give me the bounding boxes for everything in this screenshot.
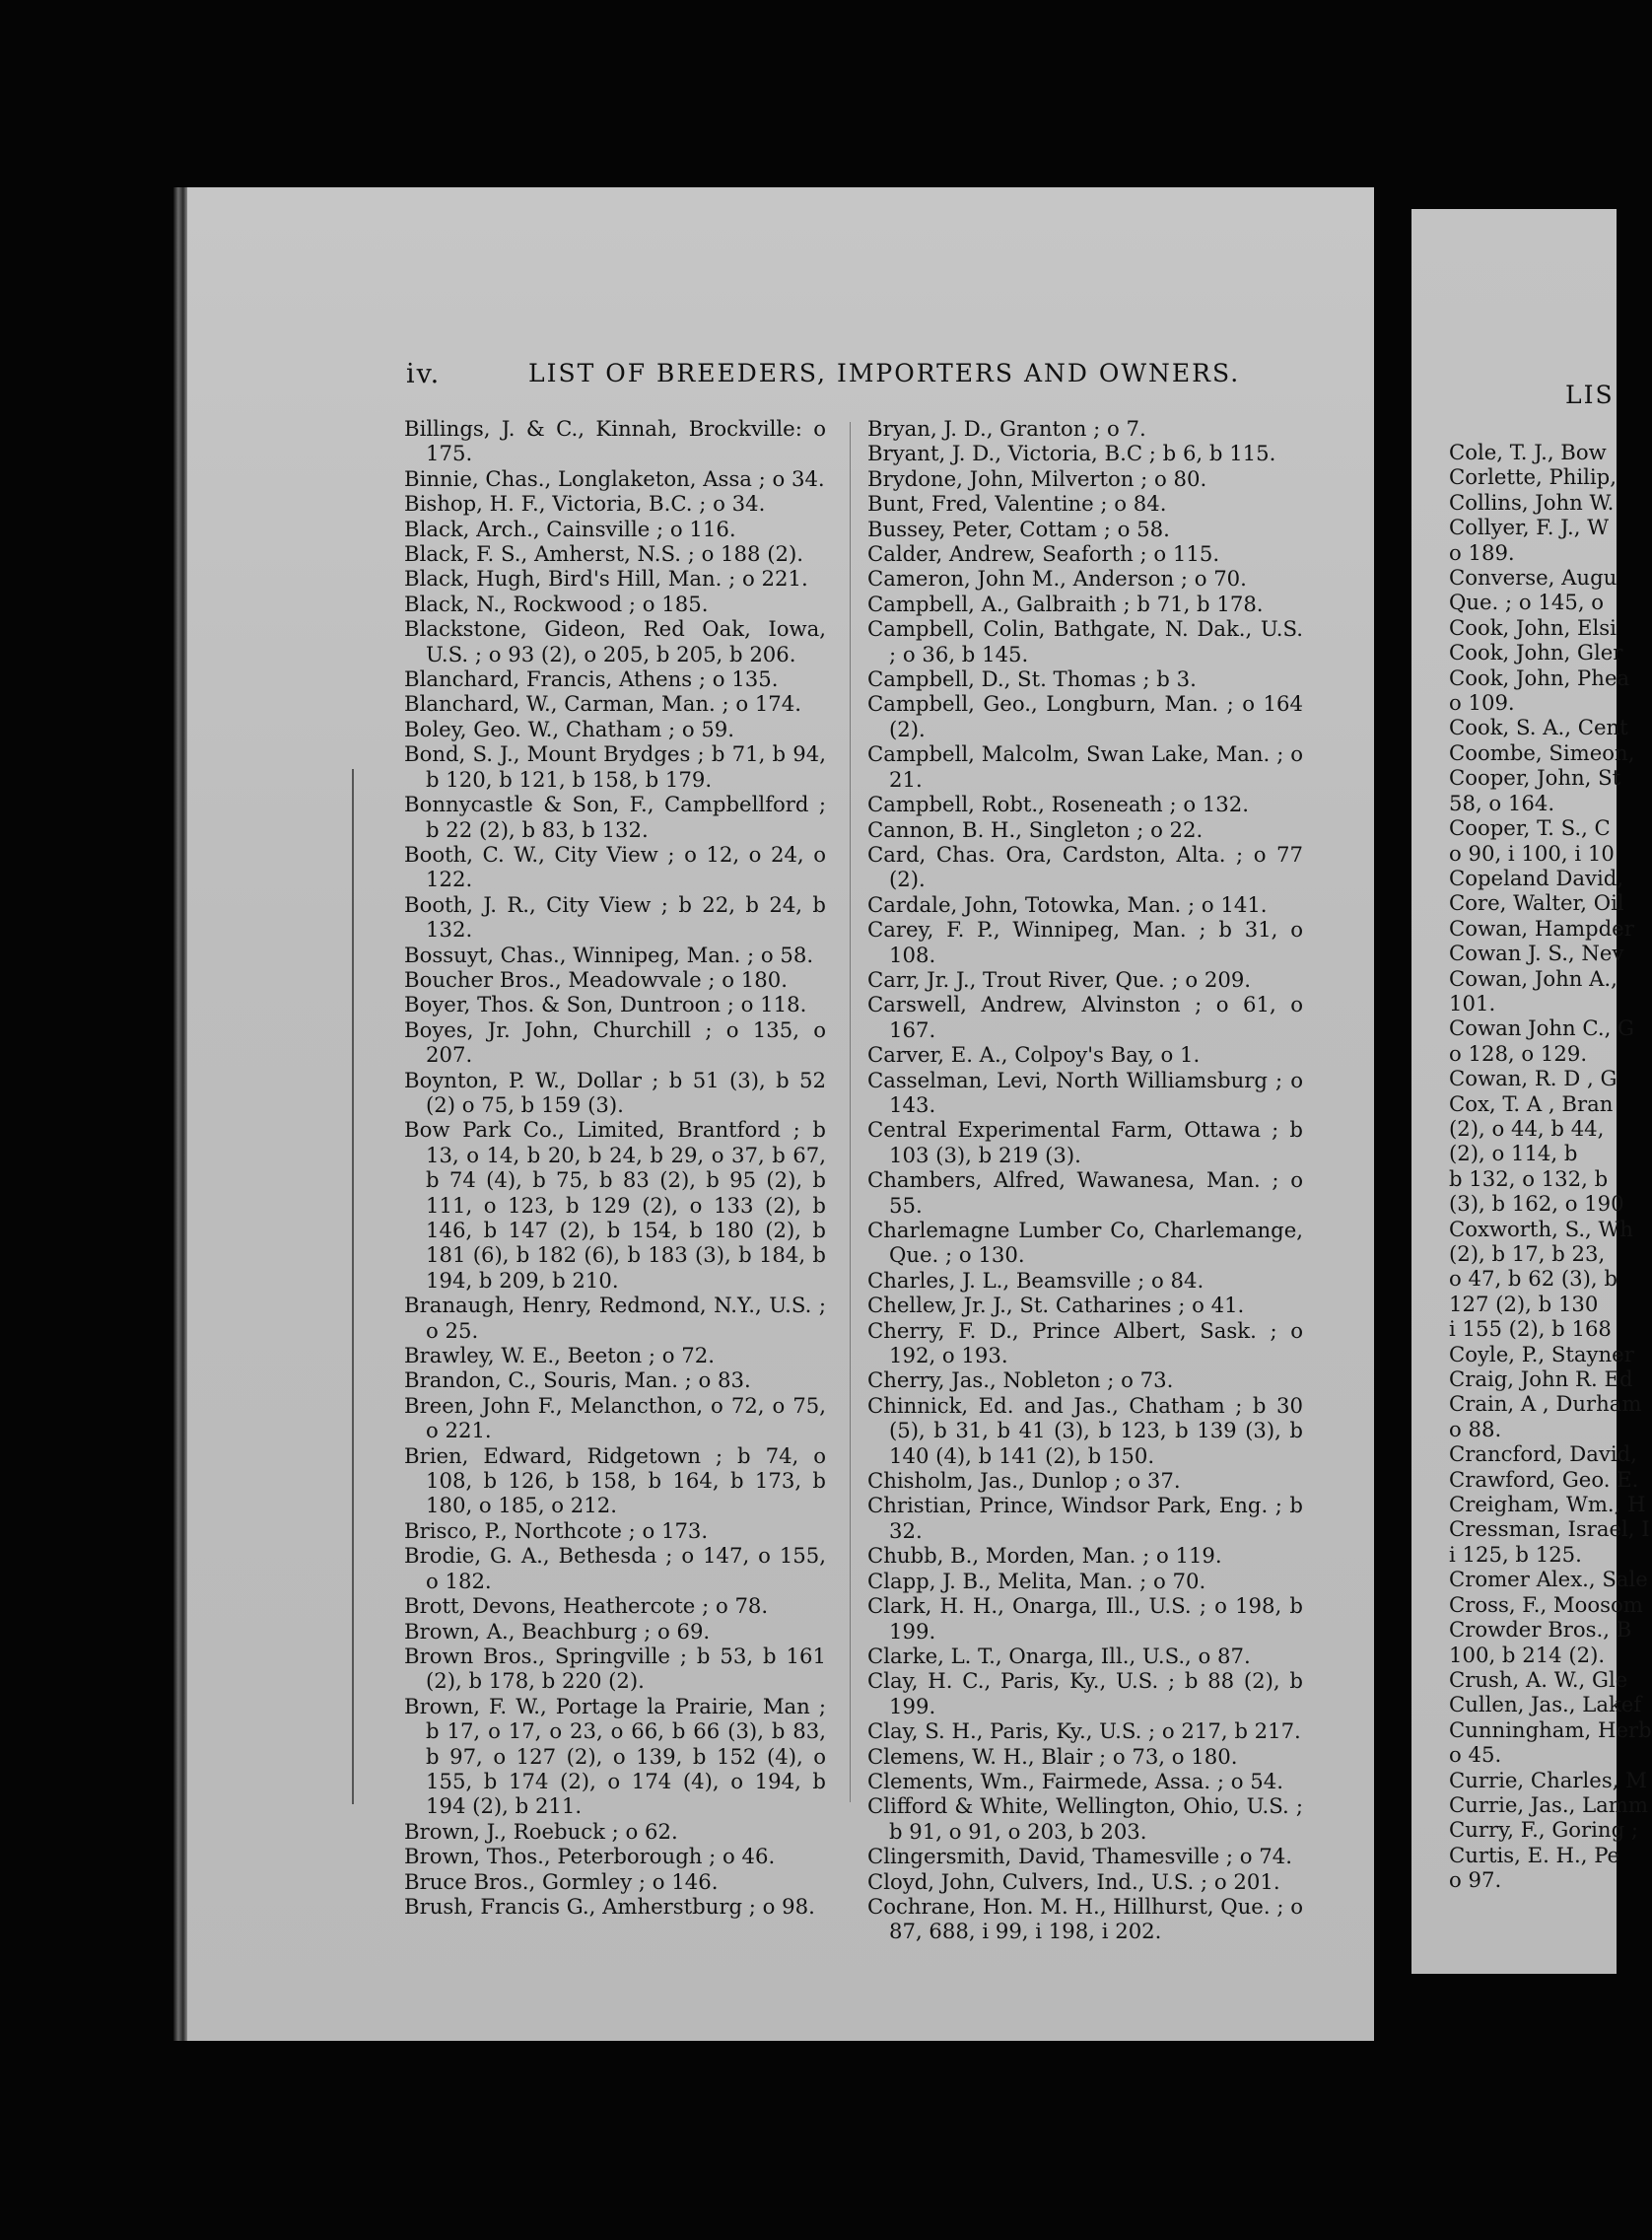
index-entry: Black, N., Rockwood ; o 185. xyxy=(404,591,709,616)
index-entry: Bonnycastle & Son, F., Campbellford ; b 22 (2), b 83, b 132. xyxy=(404,792,826,842)
index-entry: Brown Bros., Springville ; b 53, b 161 (2), b 178, b 220 (2). xyxy=(404,1643,826,1694)
index-entry: Coyle, P., Stayner xyxy=(1449,1341,1634,1366)
index-entry: Cressman, Israel, I xyxy=(1449,1516,1650,1542)
index-entry: Bussey, Peter, Cottam ; o 58. xyxy=(867,516,1170,541)
index-entry: Cherry, Jas., Nobleton ; o 73. xyxy=(867,1367,1174,1393)
index-entry: Cooper, T. S., C xyxy=(1449,815,1611,841)
index-entry: Chubb, B., Morden, Man. ; o 119. xyxy=(867,1543,1222,1569)
index-entry: Black, Hugh, Bird's Hill, Man. ; o 221. xyxy=(404,566,808,592)
index-entry: Carver, E. A., Colpoy's Bay, o 1. xyxy=(867,1042,1201,1068)
index-entry: Blanchard, Francis, Athens ; o 135. xyxy=(404,666,779,692)
index-entry: Bryan, J. D., Granton ; o 7. xyxy=(867,416,1146,441)
index-entry: Brown, A., Beachburg ; o 69. xyxy=(404,1618,711,1644)
index-entry: Cochrane, Hon. M. H., Hillhurst, Que. ; o 87, 688, i 99, i 198, i 202. xyxy=(867,1893,1303,1944)
index-entry: Collins, John W. xyxy=(1449,489,1615,515)
index-entry: Brush, Francis G., Amherstburg ; o 98. xyxy=(404,1893,815,1919)
index-entry: 127 (2), b 130 xyxy=(1449,1291,1599,1316)
index-entry: Blanchard, W., Carman, Man. ; o 174. xyxy=(404,691,801,717)
index-entry: Brott, Devons, Heathercote ; o 78. xyxy=(404,1593,769,1619)
index-entry: o 90, i 100, i 10 xyxy=(1449,840,1615,866)
index-entry: Black, Arch., Cainsville ; o 116. xyxy=(404,516,736,541)
index-entry: i 155 (2), b 168 xyxy=(1449,1316,1612,1342)
index-entry: Charlemagne Lumber Co, Charlemange, Que. ; o 130. xyxy=(867,1218,1303,1268)
index-entry: Cook, John, Phea xyxy=(1449,665,1630,690)
index-entry: Cowan, Hampder xyxy=(1449,915,1634,941)
index-entry: Cook, S. A., Cent xyxy=(1449,715,1628,740)
index-entry: Carr, Jr. J., Trout River, Que. ; o 209. xyxy=(867,966,1252,992)
index-entry: Cowan John C., G xyxy=(1449,1015,1634,1041)
index-entry: Converse, Augu xyxy=(1449,565,1618,591)
index-entry: Crawford, Geo. E. xyxy=(1449,1466,1639,1492)
index-entry: Creigham, Wm., H xyxy=(1449,1492,1646,1517)
index-entry: Blackstone, Gideon, Red Oak, Iowa, U.S. ; o 93 (2), o 205, b 205, b 206. xyxy=(404,616,826,666)
index-entry: 101. xyxy=(1449,990,1496,1015)
index-entry: Core, Walter, Oil xyxy=(1449,890,1624,916)
index-entry: Crush, A. W., Gle xyxy=(1449,1666,1628,1692)
index-entry: Clapp, J. B., Melita, Man. ; o 70. xyxy=(867,1568,1206,1593)
index-entry: Binnie, Chas., Longlaketon, Assa ; o 34. xyxy=(404,465,825,491)
index-entry: Cannon, B. H., Singleton ; o 22. xyxy=(867,816,1204,842)
index-entry: Brisco, P., Northcote ; o 173. xyxy=(404,1517,709,1543)
index-entry: (2), o 44, b 44, xyxy=(1449,1115,1605,1141)
column-left xyxy=(404,416,826,1919)
index-entry: Cowan, R. D , G xyxy=(1449,1066,1618,1091)
index-entry: Clarke, L. T., Onarga, Ill., U.S., o 87. xyxy=(867,1643,1251,1668)
index-entry: Carey, F. P., Winnipeg, Man. ; b 31, o 108. xyxy=(867,917,1303,967)
index-entry: Clark, H. H., Onarga, Ill., U.S. ; o 198, b 199. xyxy=(867,1593,1303,1644)
index-entry: Campbell, Colin, Bathgate, N. Dak., U.S. ; o 36, b 145. xyxy=(867,616,1303,666)
index-entry: Boynton, P. W., Dollar ; b 51 (3), b 52 (2) o 75, b 159 (3). xyxy=(404,1067,826,1117)
column-divider xyxy=(850,422,851,1802)
index-entry: Brown, J., Roebuck ; o 62. xyxy=(404,1818,678,1844)
index-entry: Chinnick, Ed. and Jas., Chatham ; b 30 (5), b 31, b 41 (3), b 123, b 139 (3), b 140 (4), b 141 (2), b 150. xyxy=(867,1392,1303,1468)
index-entry: 58, o 164. xyxy=(1449,790,1555,815)
index-entry: Charles, J. L., Beamsville ; o 84. xyxy=(867,1267,1205,1293)
index-entry: Cooper, John, St xyxy=(1449,765,1621,791)
index-entry: Cox, T. A , Bran xyxy=(1449,1090,1614,1116)
index-entry: Cullen, Jas., Lakef xyxy=(1449,1692,1642,1717)
index-entry: Booth, C. W., City View ; o 12, o 24, o 122. xyxy=(404,841,826,892)
index-entry: Campbell, A., Galbraith ; b 71, b 178. xyxy=(867,591,1264,616)
index-entry: Boley, Geo. W., Chatham ; o 59. xyxy=(404,716,735,741)
index-entry: Bossuyt, Chas., Winnipeg, Man. ; o 58. xyxy=(404,942,814,967)
index-entry: Crain, A , Durham xyxy=(1449,1391,1642,1417)
index-entry: Bryant, J. D., Victoria, B.C ; b 6, b 115. xyxy=(867,441,1276,466)
page-title: LIST OF BREEDERS, IMPORTERS AND OWNERS. xyxy=(528,359,1241,387)
index-entry: Chisholm, Jas., Dunlop ; o 37. xyxy=(867,1468,1181,1494)
index-entry: 100, b 214 (2). xyxy=(1449,1642,1606,1667)
index-entry: Brandon, C., Souris, Man. ; o 83. xyxy=(404,1367,751,1393)
index-entry: Carswell, Andrew, Alvinston ; o 61, o 167. xyxy=(867,992,1303,1042)
index-entry: Boyer, Thos. & Son, Duntroon ; o 118. xyxy=(404,992,807,1017)
index-entry: Christian, Prince, Windsor Park, Eng. ; b 32. xyxy=(867,1493,1303,1543)
index-entry: Cameron, John M., Anderson ; o 70. xyxy=(867,566,1247,592)
index-entry: Brydone, John, Milverton ; o 80. xyxy=(867,465,1207,491)
index-entry: o 47, b 62 (3), b xyxy=(1449,1266,1618,1292)
index-entry: Curry, F., Goring ; xyxy=(1449,1817,1639,1843)
index-entry: (3), b 162, o 190 xyxy=(1449,1191,1624,1217)
index-entry: Casselman, Levi, North Williamsburg ; o 143. xyxy=(867,1067,1303,1117)
index-entry: o 97. xyxy=(1449,1867,1502,1893)
index-entry: Bishop, H. F., Victoria, B.C. ; o 34. xyxy=(404,491,766,517)
index-entry: Cowan, John A., xyxy=(1449,965,1618,991)
page-folio: iv. xyxy=(406,359,442,389)
index-entry: Booth, J. R., City View ; b 22, b 24, b 132. xyxy=(404,891,826,943)
next-page-header: LIS xyxy=(1565,381,1615,409)
index-entry: Black, F. S., Amherst, N.S. ; o 188 (2). xyxy=(404,541,803,567)
index-entry: Campbell, Geo., Longburn, Man. ; o 164 (2). xyxy=(867,691,1303,741)
index-entry: Clay, H. C., Paris, Ky., U.S. ; b 88 (2), b 199. xyxy=(867,1668,1303,1718)
index-entry: Bunt, Fred, Valentine ; o 84. xyxy=(867,491,1167,517)
column-middle xyxy=(867,416,1303,1944)
index-entry: Card, Chas. Ora, Cardston, Alta. ; o 77 (2). xyxy=(867,841,1303,892)
index-entry: Bond, S. J., Mount Brydges ; b 71, b 94, b 120, b 121, b 158, b 179. xyxy=(404,741,826,792)
index-entry: Cromer Alex., Sale xyxy=(1449,1567,1648,1592)
index-entry: Cole, T. J., Bow xyxy=(1449,440,1607,464)
index-entry: b 132, o 132, b xyxy=(1449,1165,1609,1191)
index-entry: (2), b 17, b 23, xyxy=(1449,1241,1606,1266)
index-entry: Cardale, John, Totowka, Man. ; o 141. xyxy=(867,891,1268,917)
index-entry: Chambers, Alfred, Wawanesa, Man. ; o 55. xyxy=(867,1167,1303,1218)
index-entry: o 128, o 129. xyxy=(1449,1040,1588,1066)
index-entry: Clay, S. H., Paris, Ky., U.S. ; o 217, b 217. xyxy=(867,1718,1301,1744)
index-entry: Clifford & White, Wellington, Ohio, U.S. ; b 91, o 91, o 203, b 203. xyxy=(867,1793,1303,1844)
index-entry: Cunningham, Herb xyxy=(1449,1716,1652,1742)
index-entry: Brien, Edward, Ridgetown ; b 74, o 108, b 126, b 158, b 164, b 173, b 180, o 185, o 212. xyxy=(404,1442,826,1518)
index-entry: Copeland David, xyxy=(1449,865,1624,890)
index-entry: Coombe, Simeon, xyxy=(1449,739,1635,765)
index-entry: Breen, John F., Melancthon, o 72, o 75, o 221. xyxy=(404,1392,826,1443)
index-entry: Cook, John, Elsi xyxy=(1449,614,1617,640)
index-entry: o 88. xyxy=(1449,1416,1502,1441)
index-entry: Coxworth, S., Wh xyxy=(1449,1216,1633,1241)
page-margin-rule xyxy=(352,769,354,1804)
index-entry: Boyes, Jr. John, Churchill ; o 135, o 207. xyxy=(404,1016,826,1068)
index-entry: Craig, John R. Ed xyxy=(1449,1366,1633,1392)
index-entry: Cherry, F. D., Prince Albert, Sask. ; o 192, o 193. xyxy=(867,1317,1303,1368)
index-entry: Bruce Bros., Gormley ; o 146. xyxy=(404,1868,719,1894)
index-entry: Campbell, D., St. Thomas ; b 3. xyxy=(867,666,1197,692)
index-entry: i 125, b 125. xyxy=(1449,1541,1582,1567)
index-entry: Crowder Bros., B xyxy=(1449,1617,1632,1643)
index-entry: Brawley, W. E., Beeton ; o 72. xyxy=(404,1343,715,1368)
index-entry: Cloyd, John, Culvers, Ind., U.S. ; o 201. xyxy=(867,1868,1280,1894)
index-entry: Currie, Jas., Lamm xyxy=(1449,1791,1648,1817)
index-entry: o 45. xyxy=(1449,1742,1502,1768)
index-entry: Corlette, Philip, xyxy=(1449,464,1617,490)
index-entry: Boucher Bros., Meadowvale ; o 180. xyxy=(404,966,788,992)
index-entry: Branaugh, Henry, Redmond, N.Y., U.S. ; o 25. xyxy=(404,1293,826,1343)
index-entry: Cook, John, Gler xyxy=(1449,640,1623,665)
column-next-page xyxy=(1449,440,1652,1893)
index-entry: Brown, Thos., Peterborough ; o 46. xyxy=(404,1844,776,1869)
index-entry: Clements, Wm., Fairmede, Assa. ; o 54. xyxy=(867,1768,1283,1793)
index-entry: Cross, F., Moosom xyxy=(1449,1591,1643,1617)
index-entry: Campbell, Malcolm, Swan Lake, Man. ; o 21. xyxy=(867,741,1303,792)
index-entry: Chellew, Jr. J., St. Catharines ; o 41. xyxy=(867,1293,1245,1318)
index-entry: Currie, Charles, M xyxy=(1449,1767,1647,1792)
index-entry: Central Experimental Farm, Ottawa ; b 103 (3), b 219 (3). xyxy=(867,1117,1303,1167)
index-entry: Clemens, W. H., Blair ; o 73, o 180. xyxy=(867,1743,1238,1769)
index-entry: Billings, J. & C., Kinnah, Brockville: o 175. xyxy=(404,416,826,466)
index-entry: Clingersmith, David, Thamesville ; o 74. xyxy=(867,1844,1292,1869)
index-entry: Crancford, David, xyxy=(1449,1441,1637,1467)
page-header xyxy=(406,359,1241,398)
index-entry: Brodie, G. A., Bethesda ; o 147, o 155, o 182. xyxy=(404,1543,826,1593)
index-entry: Brown, F. W., Portage la Prairie, Man ; b 17, o 17, o 23, o 66, b 66 (3), b 83, b 97, o 127 (2), o 139, b 152 (4), o 155, b 174 (2), o 174 (4), o 194, b 194 (2), b 211. xyxy=(404,1693,826,1819)
index-entry: o 189. xyxy=(1449,539,1515,565)
index-entry: Que. ; o 145, o xyxy=(1449,590,1605,615)
index-entry: Collyer, F. J., W xyxy=(1449,515,1609,540)
index-entry: Cowan J. S., Nev xyxy=(1449,941,1624,966)
index-entry: Calder, Andrew, Seaforth ; o 115. xyxy=(867,541,1220,567)
index-entry: o 109. xyxy=(1449,690,1515,716)
index-entry: (2), o 114, b xyxy=(1449,1141,1578,1166)
index-entry: Curtis, E. H., Pe xyxy=(1449,1842,1620,1867)
index-entry: Bow Park Co., Limited, Brantford ; b 13, o 14, b 20, b 24, b 29, o 37, b 67, b 74 (4), b 75, b 83 (2), b 95 (2), b 111, o 123, b 129 (2), o 133 (2), b 146, b 147 (2), b 154, b 180 (2), b 181 (6), b 182 (6), b 183 (3), b 184, b 194, b 209, b 210. xyxy=(404,1117,826,1293)
index-entry: Campbell, Robt., Roseneath ; o 132. xyxy=(867,792,1249,817)
